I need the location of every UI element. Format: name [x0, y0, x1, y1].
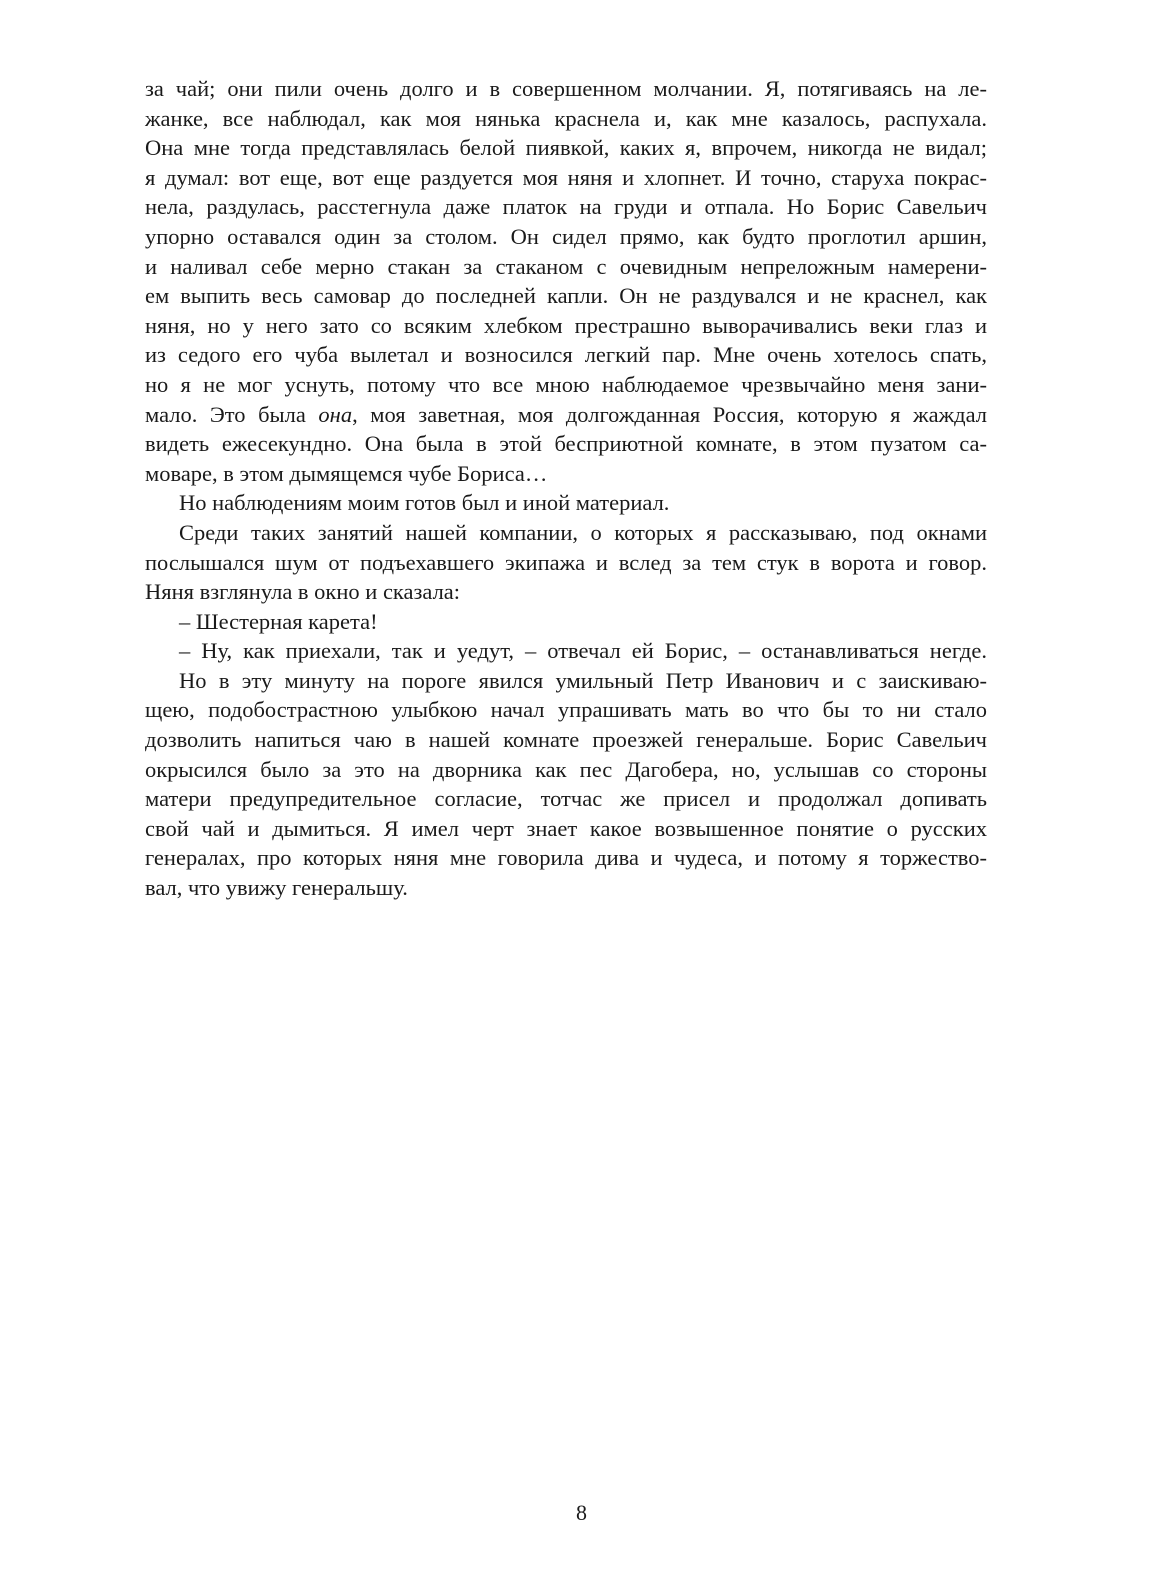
- line-text-after: , моя заветная, моя долгожданная Россия, которую я жаждал: [352, 401, 987, 427]
- dialogue-line: – Шестерная карета!: [179, 608, 378, 634]
- text-line: генералах, про которых няня мне говорила дива и чудеса, и потому я торжество-: [145, 845, 987, 871]
- paragraph-start: Среди таких занятий нашей компании, о которых я рассказываю, под окнами: [179, 519, 987, 545]
- body-text: [145, 74, 987, 903]
- text-line: няня, но у него зато со всяким хлебком престрашно выворачивались веки глаз и: [145, 312, 987, 338]
- text-line: нела, раздулась, расстегнула даже платок на груди и отпала. Но Борис Савельич: [145, 194, 987, 220]
- paragraph-start: Но наблюдениям моим готов был и иной материал.: [179, 490, 670, 516]
- text-line: из седого его чуба вылетал и возносился легкий пар. Мне очень хотелось спать,: [145, 342, 987, 368]
- text-line: упорно оставался один за столом. Он сидел прямо, как будто проглотил аршин,: [145, 223, 987, 249]
- text-line: матери предупредительное согласие, тотчас же присел и продолжал допивать: [145, 786, 987, 812]
- text-line: окрысился было за это на дворника как пес Дагобера, но, услышав со стороны: [145, 756, 987, 782]
- line-text-before: мало. Это была: [145, 401, 319, 427]
- text-line: щею, подобострастною улыбкою начал упрашивать мать во что бы то ни стало: [145, 697, 987, 723]
- text-line: и наливал себе мерно стакан за стаканом с очевидным непреложным намерени-: [145, 253, 987, 279]
- text-line: видеть ежесекундно. Она была в этой бесприютной комнате, в этом пузатом са-: [145, 431, 987, 457]
- emphasized-word: она: [318, 401, 353, 427]
- text-line: жанке, все наблюдал, как моя нянька краснела и, как мне казалось, распухала.: [145, 105, 987, 131]
- text-line: за чай; они пили очень долго и в совершенном молчании. Я, потягиваясь на ле-: [145, 76, 987, 101]
- text-line: я думал: вот еще, вот еще раздуется моя няня и хлопнет. И точно, старуха покрас-: [145, 164, 987, 190]
- dialogue-line: – Ну, как приехали, так и уедут, – отвечал ей Борис, – останавливаться негде.: [179, 638, 987, 664]
- page-number: 8: [576, 1500, 587, 1525]
- paragraph-start: Но в эту минуту на пороге явился умильный Петр Иванович и с заискиваю-: [179, 667, 987, 693]
- text-line: Няня взглянула в окно и сказала:: [145, 579, 461, 605]
- text-line: свой чай и дымиться. Я имел черт знает какое возвышенное понятие о русских: [145, 815, 987, 841]
- text-line: Она мне тогда представлялась белой пиявкой, каких я, впрочем, никогда не видал;: [145, 135, 987, 161]
- text-line: но я не мог уснуть, потому что все мною наблюдаемое чрезвычайно меня зани-: [145, 371, 987, 397]
- text-line-with-emphasis: [145, 400, 987, 430]
- text-line: дозволить напиться чаю в нашей комнате проезжей генеральше. Борис Савельич: [145, 727, 987, 753]
- text-line: послышался шум от подъехавшего экипажа и вслед за тем стук в ворота и говор.: [145, 549, 987, 575]
- text-line: ем выпить весь самовар до последней капли. Он не раздувался и не краснел, как: [145, 283, 987, 309]
- text-line: моваре, в этом дымящемся чубе Бориса…: [145, 460, 548, 486]
- text-line: вал, что увижу генеральшу.: [145, 875, 408, 901]
